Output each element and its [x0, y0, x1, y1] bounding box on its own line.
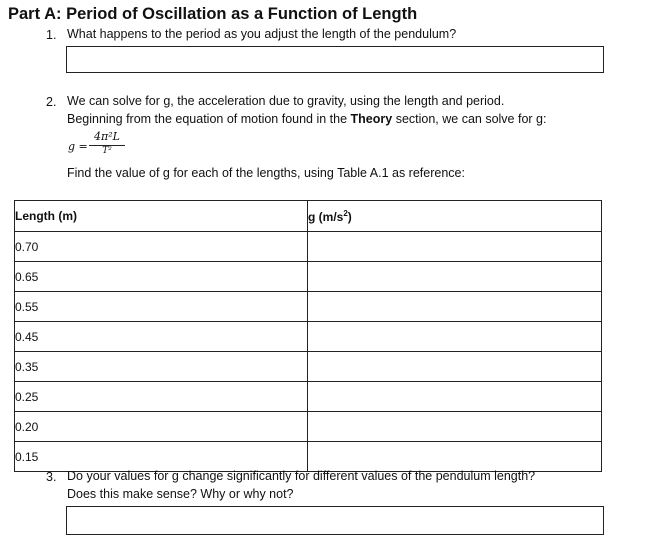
formula-denominator: T² — [102, 146, 112, 156]
question-3-number: 3. — [46, 470, 57, 484]
table-row — [15, 412, 602, 442]
question-2-line-3: Find the value of g for each of the lengths, using Table A.1 as reference: — [67, 166, 465, 180]
table-row — [15, 262, 602, 292]
question-2-line-2-post: section, we can solve for g: — [392, 112, 547, 126]
g-input-cell[interactable] — [308, 442, 602, 472]
g-input-cell[interactable] — [308, 262, 602, 292]
length-cell: 0.45 — [15, 322, 308, 352]
formula-lhs: g = — [68, 140, 88, 153]
header-g — [308, 201, 602, 232]
formula-numerator: 4π²L — [89, 130, 125, 146]
table-row — [15, 442, 602, 472]
page-title: Part A: Period of Oscillation as a Function of Length — [8, 5, 418, 23]
table-row — [15, 352, 602, 382]
header-length: Length (m) — [15, 201, 308, 232]
g-input-cell[interactable] — [308, 232, 602, 262]
length-cell: 0.70 — [15, 232, 308, 262]
g-input-cell[interactable] — [308, 412, 602, 442]
question-2-line-2-pre: Beginning from the equation of motion found in the — [67, 112, 351, 126]
question-2-line-1: We can solve for g, the acceleration due to gravity, using the length and period. — [67, 94, 505, 108]
header-g-base: g (m/s — [308, 209, 344, 224]
table-header-row — [15, 201, 602, 232]
question-1-number: 1. — [46, 28, 57, 42]
length-cell: 0.55 — [15, 292, 308, 322]
length-cell: 0.65 — [15, 262, 308, 292]
question-2-number: 2. — [46, 95, 57, 109]
question-3-line-1: Do your values for g change significantly for different values of the pendulum length? — [67, 469, 536, 483]
g-input-cell[interactable] — [308, 352, 602, 382]
formula-fraction — [89, 130, 125, 157]
g-input-cell[interactable] — [308, 382, 602, 412]
g-input-cell[interactable] — [308, 292, 602, 322]
question-3-line-2: Does this make sense? Why or why not? — [67, 487, 294, 501]
length-cell: 0.15 — [15, 442, 308, 472]
question-3-answer-field[interactable] — [66, 506, 604, 535]
table-row — [15, 322, 602, 352]
header-g-sup: 2 — [343, 208, 348, 218]
question-1-answer-field[interactable] — [66, 46, 604, 73]
g-input-cell[interactable] — [308, 322, 602, 352]
question-2-line-2 — [67, 111, 546, 128]
length-cell: 0.35 — [15, 352, 308, 382]
length-cell: 0.20 — [15, 412, 308, 442]
table-row — [15, 292, 602, 322]
length-cell: 0.25 — [15, 382, 308, 412]
table-row — [15, 232, 602, 262]
header-g-end: ) — [347, 209, 352, 224]
gravity-table — [14, 200, 602, 472]
table-row — [15, 382, 602, 412]
question-1-text: What happens to the period as you adjust the length of the pendulum? — [67, 27, 457, 41]
theory-label: Theory — [350, 112, 393, 126]
